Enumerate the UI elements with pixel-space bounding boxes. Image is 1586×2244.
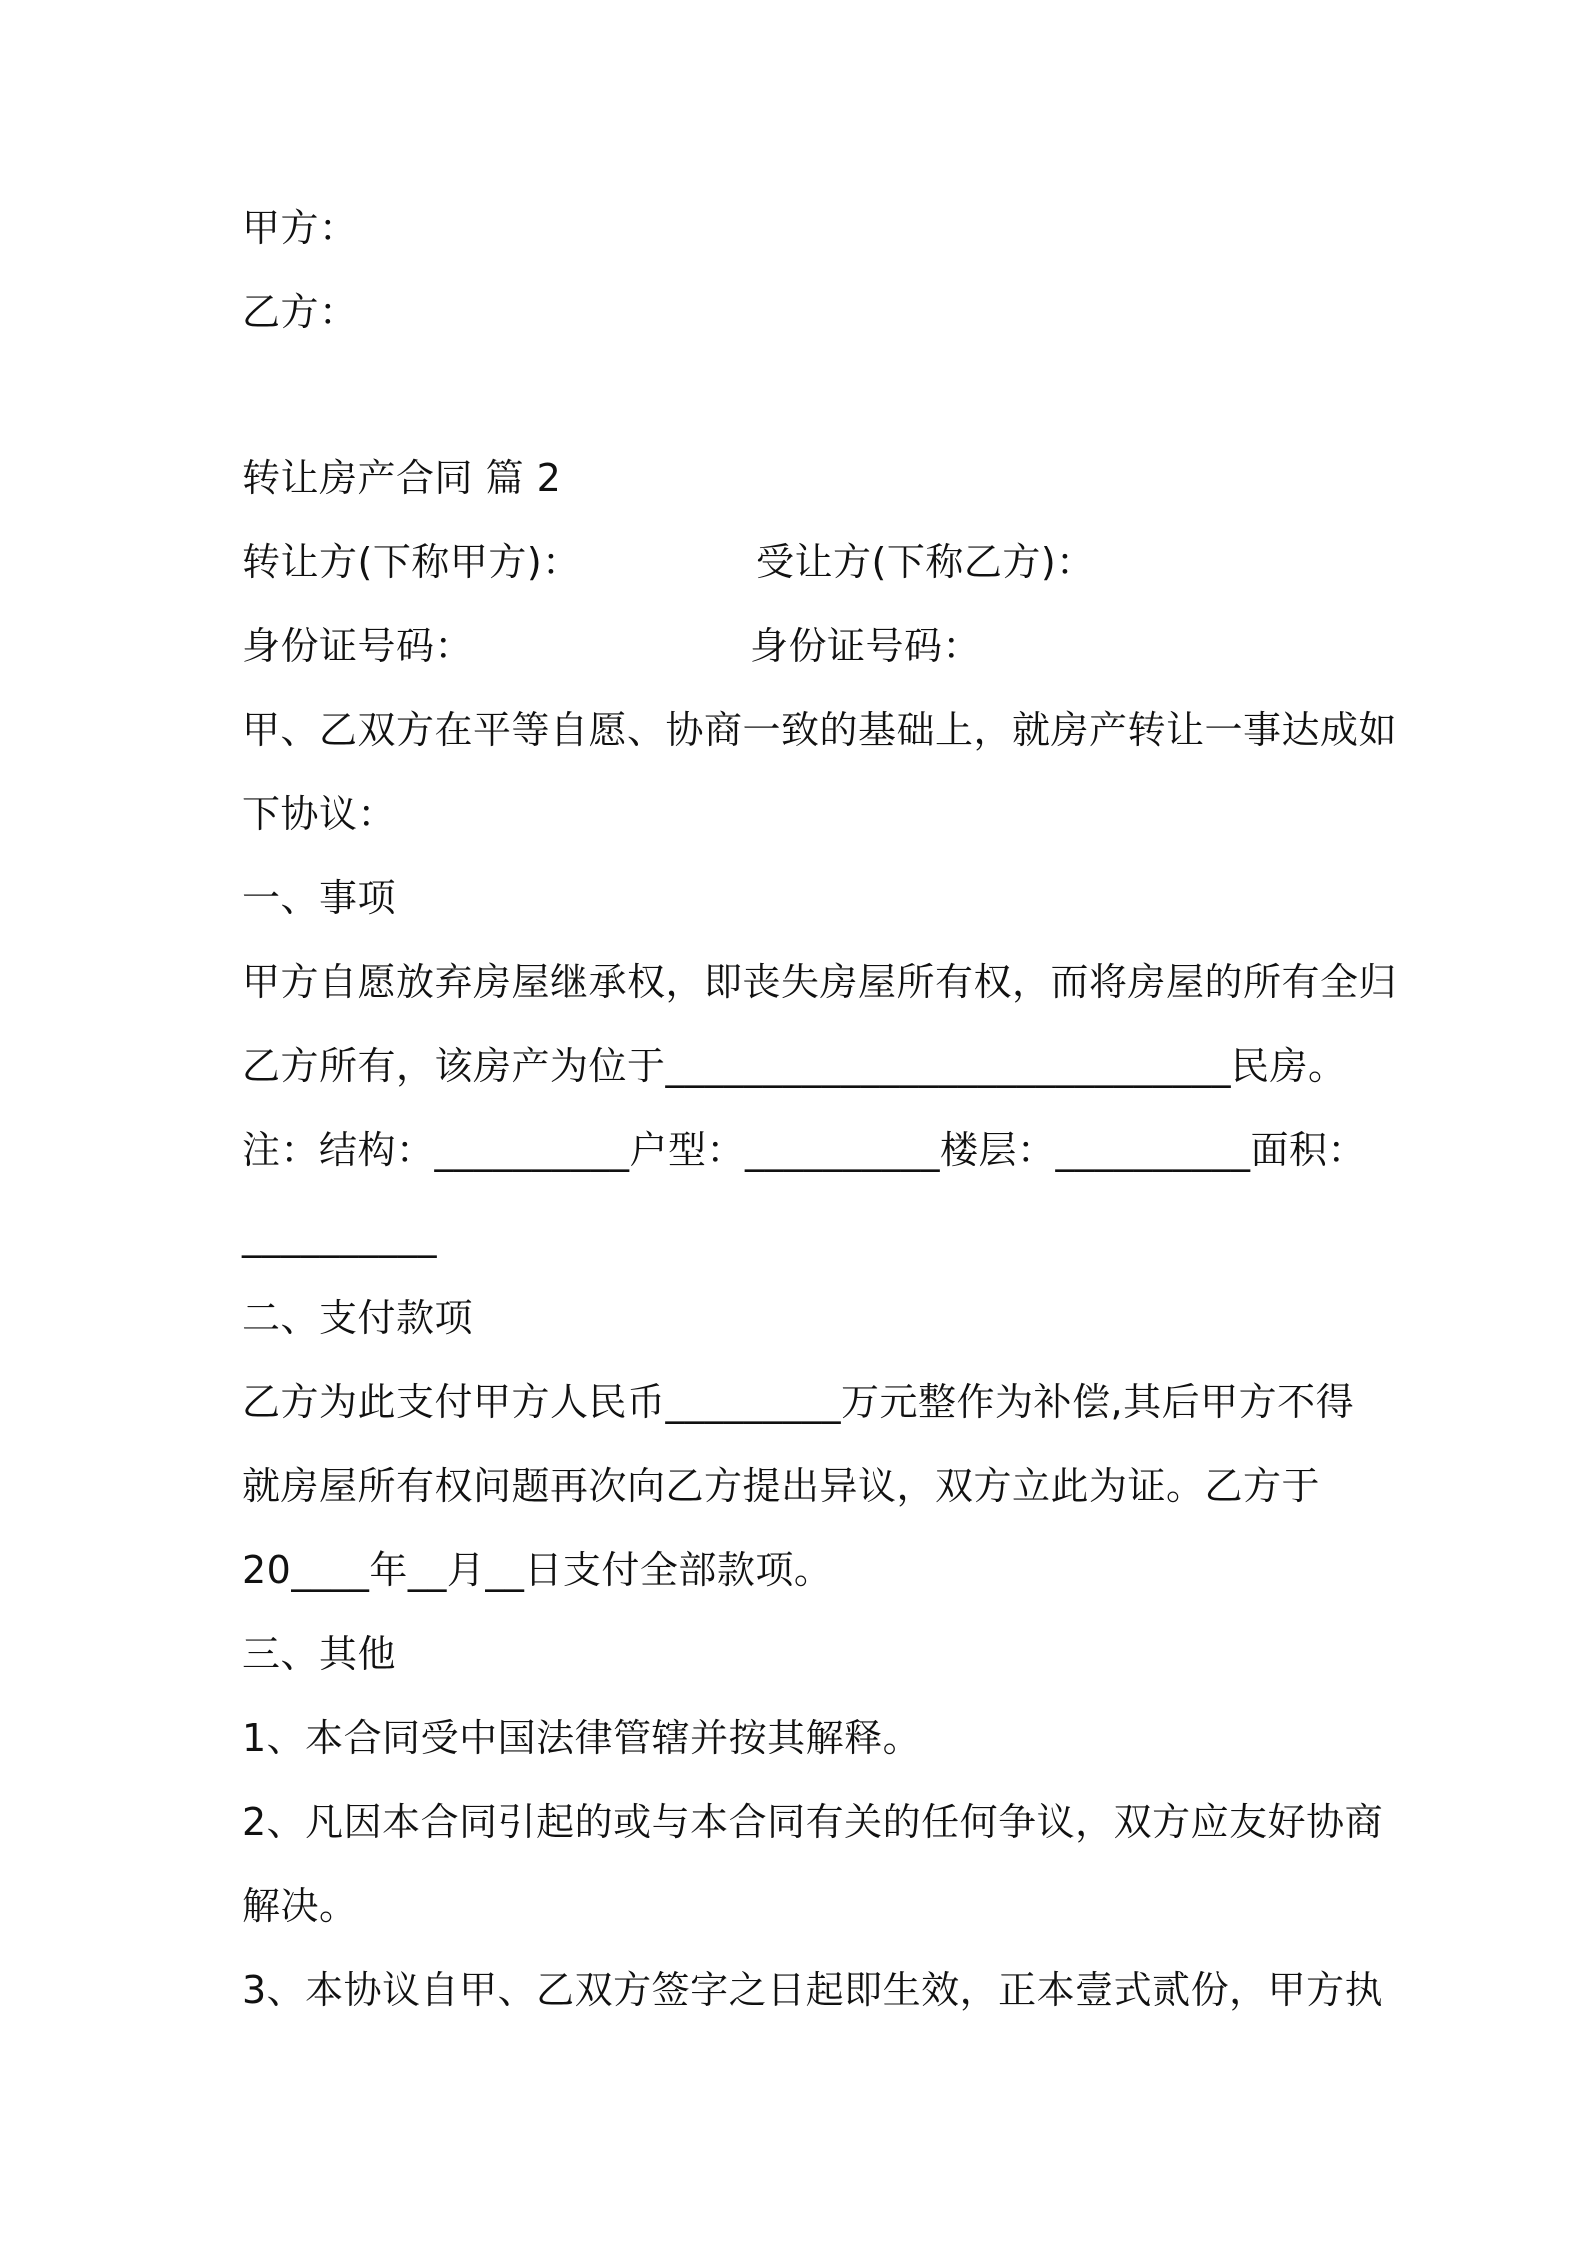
section-title: 转让房产合同 篇 2 xyxy=(242,456,562,500)
transferor-label: 转让方(下称甲方)： xyxy=(242,540,581,584)
party-b-label: 乙方： xyxy=(242,290,358,334)
party-a-label: 甲方： xyxy=(242,206,358,250)
heading-payment: 二、支付款项 xyxy=(242,1296,474,1340)
other-clause-3-line-1: 3、本协议自甲、乙双方签字之日起即生效，正本壹式贰份，甲方执 xyxy=(242,1968,1384,2012)
intro-line-2: 下协议： xyxy=(242,792,397,836)
matters-area-blank: __________ xyxy=(242,1214,437,1258)
heading-other: 三、其他 xyxy=(242,1632,397,1676)
id-number-a-label: 身份证号码： xyxy=(242,624,474,668)
matters-note-line: 注：结构：__________户型：__________楼层：__________面积： xyxy=(242,1128,1367,1172)
other-clause-2-line-2: 解决。 xyxy=(242,1884,358,1928)
intro-line-1: 甲、乙双方在平等自愿、协商一致的基础上，就房产转让一事达成如 xyxy=(242,708,1398,752)
id-number-b-label: 身份证号码： xyxy=(750,624,982,668)
payment-line-1: 乙方为此支付甲方人民币_________万元整作为补偿,其后甲方不得 xyxy=(242,1380,1355,1424)
matters-line-1: 甲方自愿放弃房屋继承权，即丧失房屋所有权，而将房屋的所有全归 xyxy=(242,960,1398,1004)
transferee-label: 受让方(下称乙方)： xyxy=(756,540,1095,584)
other-clause-1: 1、本合同受中国法律管辖并按其解释。 xyxy=(242,1716,922,1760)
other-clause-2-line-1: 2、凡因本合同引起的或与本合同有关的任何争议，双方应友好协商 xyxy=(242,1800,1384,1844)
payment-line-3: 20____年__月__日支付全部款项。 xyxy=(242,1548,833,1592)
payment-line-2: 就房屋所有权问题再次向乙方提出异议，双方立此为证。乙方于 xyxy=(242,1464,1321,1508)
matters-line-2: 乙方所有，该房产为位于_____________________________民房。 xyxy=(242,1044,1347,1088)
heading-matters: 一、事项 xyxy=(242,876,397,920)
